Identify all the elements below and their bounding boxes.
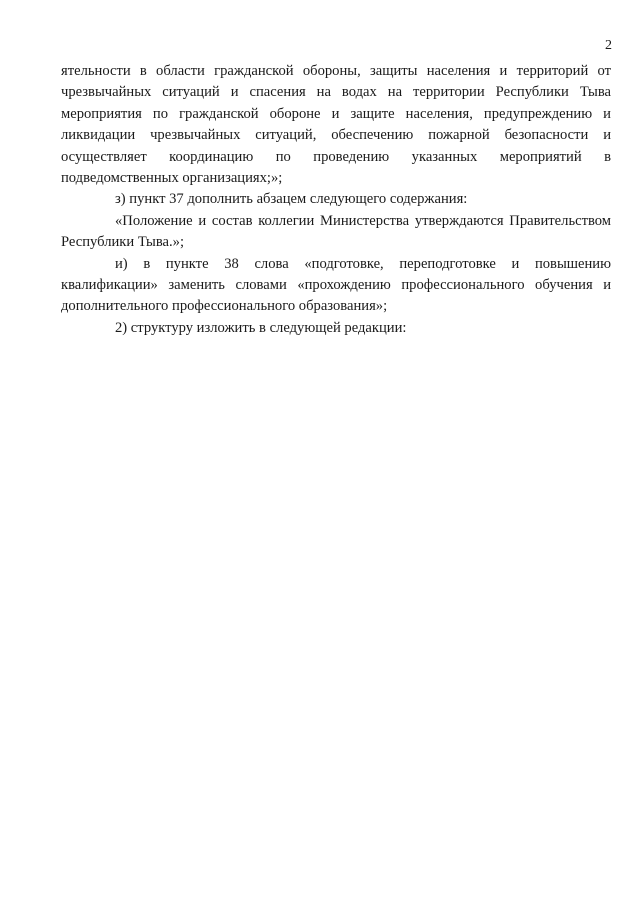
paragraph-quote-collegium: «Положение и состав коллегии Министерства утверждаются Правительством Республики Тыва.»; xyxy=(61,212,611,251)
paragraph-item-z: з) пункт 37 дополнить абзацем следующего содержания: xyxy=(115,191,468,208)
paragraph-item-i: и) в пункте 38 слова «подготовке, переподготовке и повышению квалификации» заменить словами «прохождению профессионального обучения и дополнительного профессионального образования»; xyxy=(61,255,611,315)
paragraph-continuation: ятельности в области гражданской обороны, защиты населения и территорий от чрезвычайных ситуаций и спасения на водах на территории Республики Тыва мероприятия по гражданской обороне и защите населения, предупреждению и ликвидации чрезвычайных ситуаций, обеспечению пожарной безопасности и осуществляет координацию по проведению указанных мероприятий в подведомственных организациях;»; xyxy=(61,63,611,187)
paragraph-item-2: 2) структуру изложить в следующей редакции: xyxy=(115,319,407,336)
document-body xyxy=(61,61,611,339)
page-number: 2 xyxy=(605,38,612,53)
